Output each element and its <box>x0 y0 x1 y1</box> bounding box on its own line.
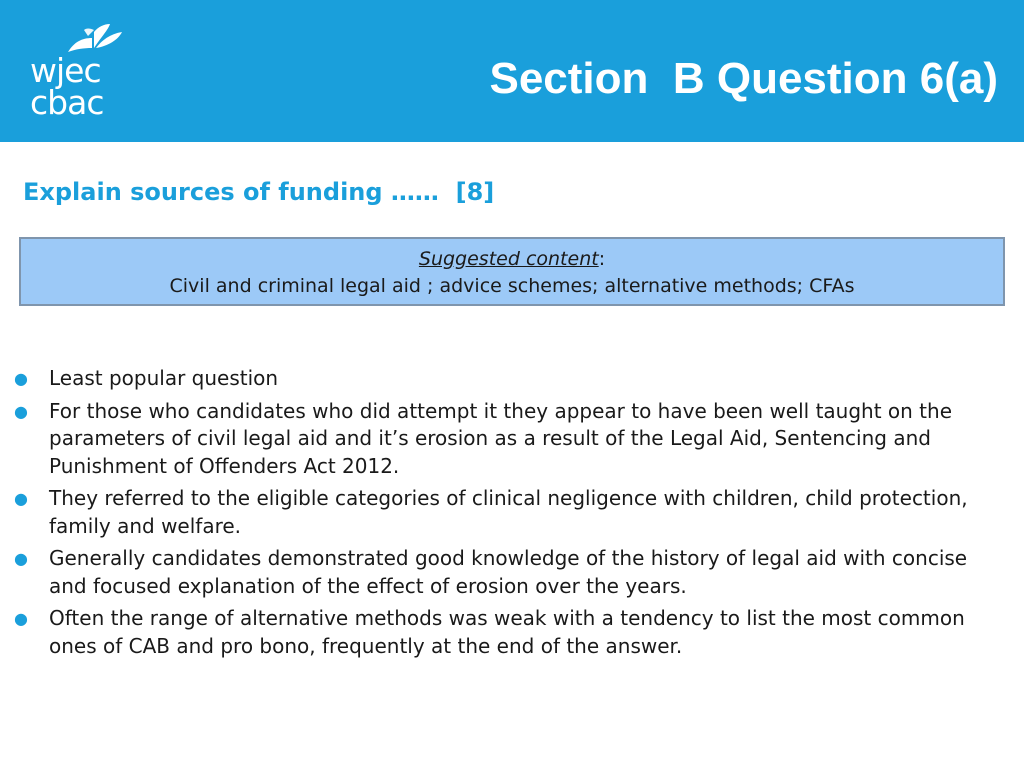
list-item-text: Generally candidates demonstrated good knowledge of the history of legal aid with concise and focused explanation of the effect of erosion over the years. <box>49 546 968 598</box>
logo-text-cbac: cbac <box>30 83 104 122</box>
list-item-text: They referred to the eligible categories of clinical negligence with children, child protection, family and welfare. <box>49 486 968 538</box>
bullet-dot-icon: ● <box>14 369 28 388</box>
list-item <box>14 545 994 600</box>
list-item <box>14 485 994 540</box>
list-item <box>14 365 994 393</box>
suggested-content-box <box>19 237 1005 306</box>
header-banner <box>0 0 1024 142</box>
examiner-notes-list <box>14 365 994 665</box>
bullet-dot-icon: ● <box>14 401 28 421</box>
logo-text-wjec: wjec <box>30 51 101 90</box>
wjec-cbac-logo <box>30 22 130 122</box>
suggested-content-colon: : <box>598 248 606 270</box>
list-item-text: Least popular question <box>49 366 279 390</box>
suggested-content-heading <box>21 239 1003 273</box>
bullet-dot-icon: ● <box>14 489 28 508</box>
list-item-text: For those who candidates who did attempt it they appear to have been well taught on the parameters of civil legal aid and it’s erosion as a result of the Legal Aid, Sentencing and Punishment of Offenders Act 2012. <box>49 398 953 478</box>
bullet-dot-icon: ● <box>14 549 28 568</box>
list-item <box>14 398 994 481</box>
list-item <box>14 605 994 660</box>
list-item-text: Often the range of alternative methods was weak with a tendency to list the most common ones of CAB and pro bono, frequently at the end of the answer. <box>49 606 965 658</box>
suggested-content-text: Civil and criminal legal aid ; advice schemes; alternative methods; CFAs <box>169 275 855 297</box>
slide-title: Section B Question 6(a) <box>489 54 998 103</box>
question-heading: Explain sources of funding …… [8] <box>23 178 495 206</box>
suggested-content-label: Suggested content <box>418 248 599 270</box>
bullet-dot-icon: ● <box>14 609 28 628</box>
